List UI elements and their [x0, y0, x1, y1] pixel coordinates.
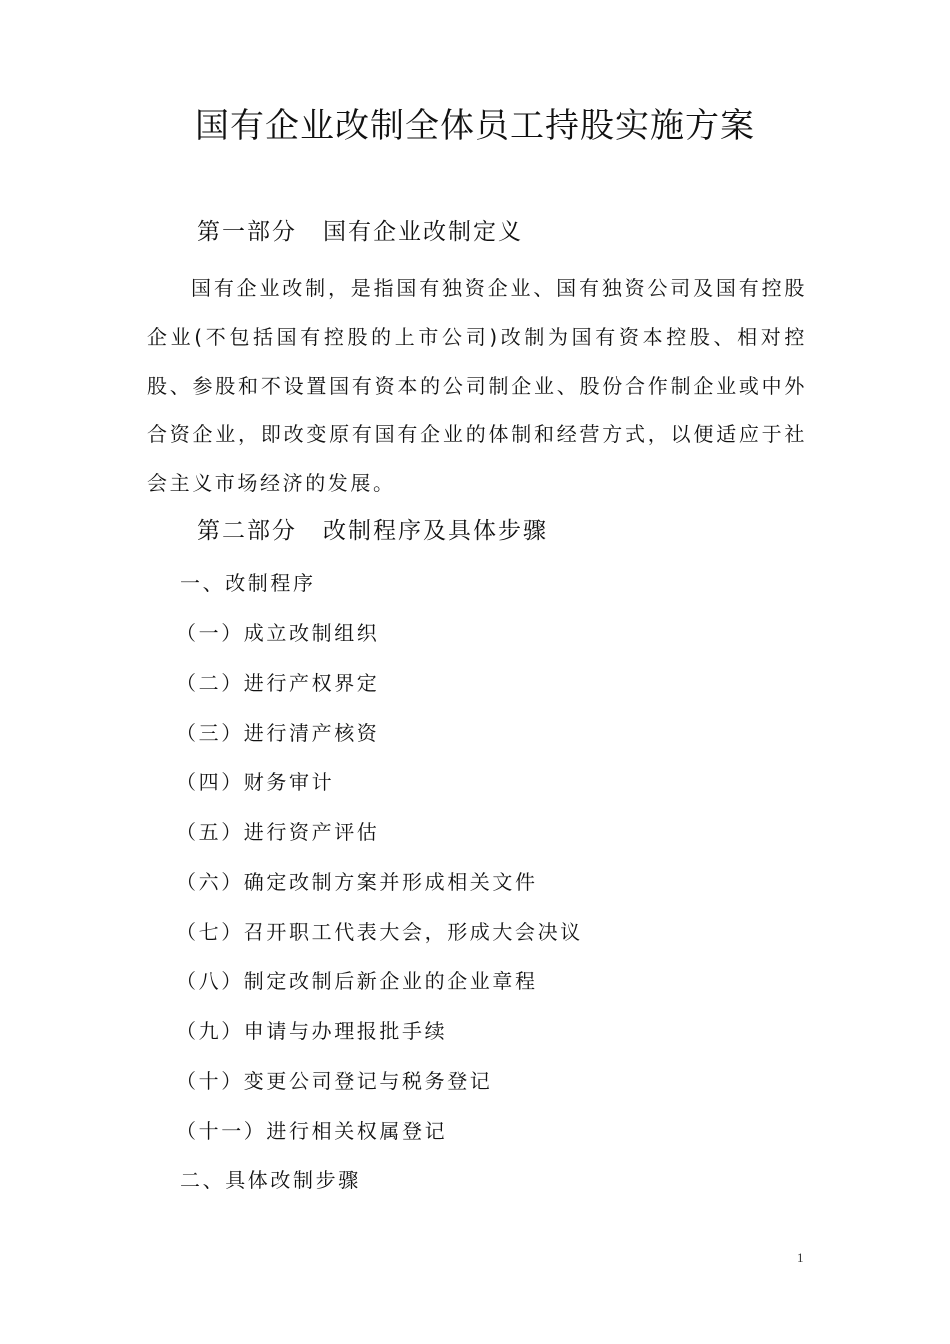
- list-item: （六）确定改制方案并形成相关文件: [176, 870, 538, 894]
- list-item: （九）申请与办理报批手续: [176, 1019, 448, 1043]
- list-item: （二）进行产权界定: [176, 671, 380, 695]
- list-item: （五）进行资产评估: [176, 820, 380, 844]
- document-title: 国有企业改制全体员工持股实施方案: [195, 106, 755, 146]
- list-item: （十）变更公司登记与税务登记: [176, 1069, 493, 1093]
- part1-title: 国有企业改制定义: [323, 219, 523, 245]
- section-heading-procedure: 一、改制程序: [180, 571, 316, 595]
- part2-title: 改制程序及具体步骤: [323, 518, 548, 544]
- part2-label: 第二部分: [197, 518, 297, 544]
- list-item: （八）制定改制后新企业的企业章程: [176, 969, 538, 993]
- page-number: 1: [797, 1250, 804, 1265]
- part1-heading: [197, 216, 523, 248]
- part1-body: [147, 264, 807, 508]
- part1-label: 第一部分: [197, 219, 297, 245]
- list-item: （一）成立改制组织: [176, 621, 380, 645]
- part1-paragraph: 国有企业改制，是指国有独资企业、国有独资公司及国有控股企业(不包括国有控股的上市公司)改制为国有资本控股、相对控股、参股和不设置国有资本的公司制企业、股份合作制企业或中外合资企业，即改变原有国有企业的体制和经营方式，以便适应于社会主义市场经济的发展。: [147, 276, 807, 496]
- list-item: （十一）进行相关权属登记: [176, 1119, 448, 1143]
- list-item: （三）进行清产核资: [176, 721, 380, 745]
- list-item: （四）财务审计: [176, 770, 335, 794]
- section-heading-steps: 二、具体改制步骤: [180, 1168, 361, 1192]
- list-item: （七）召开职工代表大会，形成大会决议: [176, 920, 583, 944]
- part2-heading: [197, 515, 548, 547]
